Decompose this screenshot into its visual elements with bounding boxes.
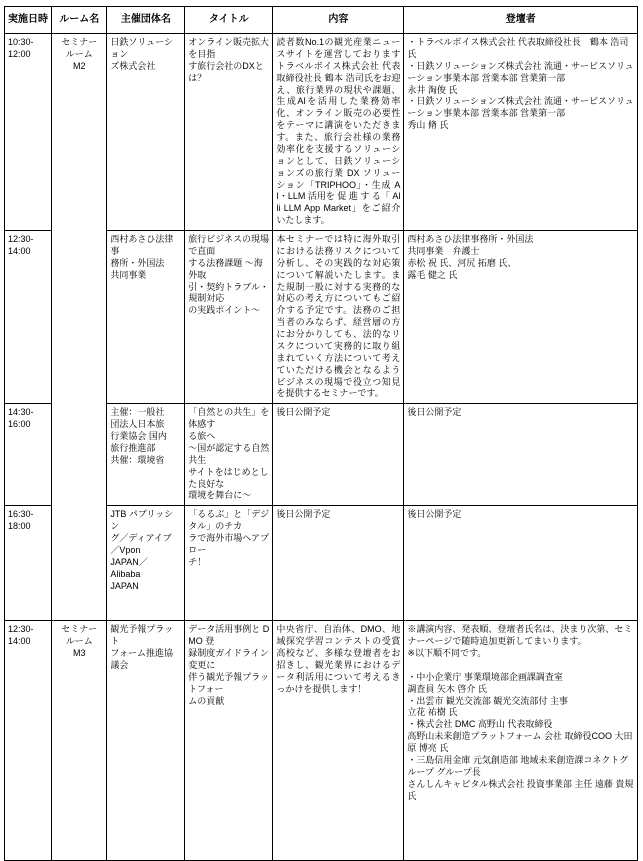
cell-title: 旅行ビジネスの現場で直面 する法務課題 ～海外取 引・契約トラブル・規制対応 の実践ポイント～ (185, 231, 273, 404)
cell-content: 後日公開予定 (273, 506, 404, 621)
column-header-room: ルーム名 (52, 7, 107, 34)
cell-content: 後日公開予定 (273, 404, 404, 506)
cell-date: 12:30- 14:00 (5, 231, 52, 404)
cell-organizer: 観光予報プラット フォーム推進協 議会 (107, 621, 185, 861)
table-row (5, 34, 638, 231)
cell-content: 本セミナーでは特に海外取引における法務リスクについて分析し、その実践的な対応策について解説いたします。また規制一般に対する実務的な対応の考え方についてもご紹介する予定です。法務のご担当者のみならず、経営層の方にお分かりしても、法的なリスクについて実務的に取り組まれていく方法について考えていただける機会となるようビジネスの現場で役立つ知見を提供するセミナーです。 (273, 231, 404, 404)
table-body (5, 34, 638, 861)
cell-date: 14:30- 16:00 (5, 404, 52, 506)
cell-organizer: JTB パブリッシン グ／ディアイブ ／Vpon JAPAN／ Alibaba JAPAN (107, 506, 185, 621)
cell-room: セミナー ルーム M2 (52, 34, 107, 621)
column-header-content: 内容 (273, 7, 404, 34)
cell-date: 16:30- 18:00 (5, 506, 52, 621)
cell-title: データ活用事例と DMO 登 録制度ガイドライン変更に 伴う観光予報プラットフォー ムの貢献 (185, 621, 273, 861)
cell-speakers: 後日公開予定 (404, 404, 638, 506)
cell-organizer: 日鉄ソリューション ズ株式会社 (107, 34, 185, 231)
cell-organizer: 西村あさひ法律事 務所・外国法 共同事業 (107, 231, 185, 404)
cell-speakers: ・トラベルボイス株式会社 代表取締役社長 鶴本 浩司 氏 ・日鉄ソリューションズ株式会社 流通・サービスソリューション事業本部 営業本部 営業第一部 永井 淘俊 氏 ・日鉄ソリューションズ株式会社 流通・サービスソリューション事業本部 営業本部 営業第一部 秀山 脩 氏 (404, 34, 638, 231)
cell-organizer: 主催：一般社 団法人日本旅 行業協会 国内 旅行推進部 共催：環境省 (107, 404, 185, 506)
column-header-date: 実施日時 (5, 7, 52, 34)
table-header (5, 7, 638, 34)
table-row (5, 621, 638, 861)
cell-title: オンライン販売拡大を目指 す旅行会社のDXとは？ (185, 34, 273, 231)
table-header-row (5, 7, 638, 34)
cell-date: 10:30- 12:00 (5, 34, 52, 231)
column-header-speakers: 登壇者 (404, 7, 638, 34)
cell-title: 「自然との共生」を体感す る旅へ ～国が認定する自然共生 サイトをはじめとした良好な 環境を舞台に～ (185, 404, 273, 506)
cell-speakers: ※講演内容、発表順、登壇者氏名は、決まり次第、セミナーページで随時追加更新してまいります。 ※以下順不同です。 ・中小企業庁 事業環境部企画課調査室 調査員 矢木 啓介 氏 ・出雲市 観光交流部 観光交流部付 主事 立花 祐樹 氏 ・株式会社 DMC 高野山 代表取締役 高野山未来創造プラットフォーム 会社 取締役COO 大田原 博亮 氏 ・三島信用金庫 元気創造部 地域未来創造課コネクトグループ グループ長 さんしんキャピタル株式会社 投資事業部 主任 遠藤 貴規 氏 (404, 621, 638, 861)
column-header-title: タイトル (185, 7, 273, 34)
seminar-schedule-table (4, 6, 638, 861)
cell-room: セミナー ルーム M3 (52, 621, 107, 861)
cell-date: 12:30- 14:00 (5, 621, 52, 861)
cell-content: 読者数No.1の観光産業ニュースサイトを運営しておりますトラベルボイス株式会社 代表取締役社長 鶴本 浩司氏をお迎え、旅行業界の現状や課題、生成AIを活用した業務効率化、オンライン販売の必要性をテーマに講演をいただきます。また、旅行会社様の業務効率化を支援するソリューションとして、日鉄ソリューションズの旅行業 DX ソリューション「TRIPHOO」・生成 AI・LLM 活用を 促 進 す る「 Alli LLM App Market」をご紹介いたします。 (273, 34, 404, 231)
cell-title: 「るるぶ」と「デジタル」のチカ ラで海外市場へアプロー チ！ (185, 506, 273, 621)
column-header-organizer: 主催団体名 (107, 7, 185, 34)
cell-content: 中央省庁、自治体、DMO、地域探究学習コンテストの受賞高校など、多様な登壇者をお招きし、観光業界におけるデータ利活用について考えるきっかけを提供します！ (273, 621, 404, 861)
cell-speakers: 西村あさひ法律事務所・外国法 共同事業 弁護士 赤松 祝 氏、河尻 拓磨 氏、 露毛 健之 氏 (404, 231, 638, 404)
cell-speakers: 後日公開予定 (404, 506, 638, 621)
